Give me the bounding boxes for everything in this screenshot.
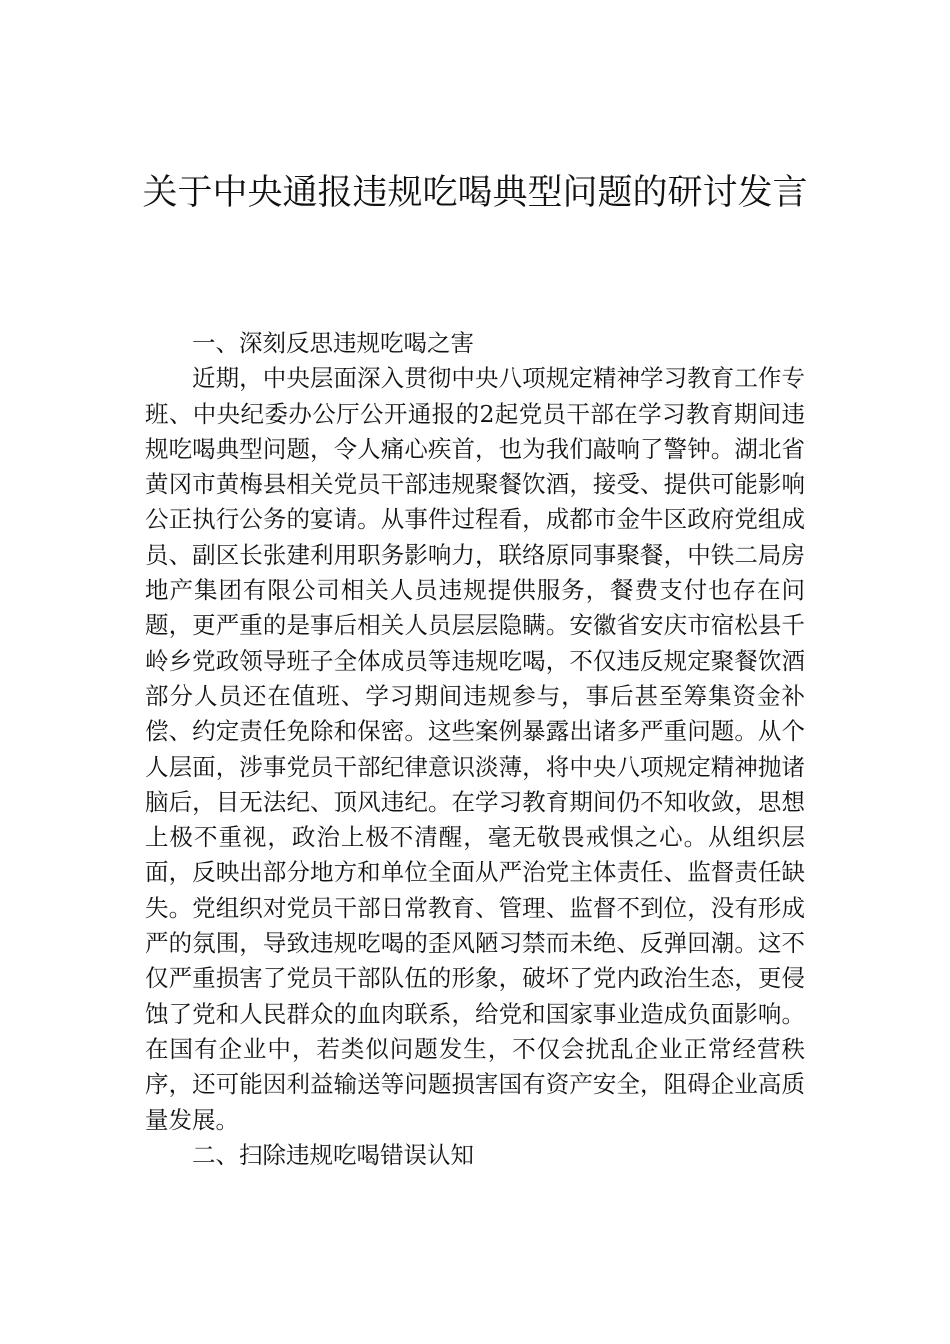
document-body [145,326,805,1173]
section-paragraph-1: 近期，中央层面深入贯彻中央八项规定精神学习教育工作专班、中央纪委办公厅公开通报的2起党员干部在学习教育期间违规吃喝典型问题，令人痛心疾首，也为我们敲响了警钟。湖北省黄冈市黄梅县相关党员干部违规聚餐饮酒，接受、提供可能影响公正执行公务的宴请。从事件过程看，成都市金牛区政府党组成员、副区长张建利用职务影响力，联络原同事聚餐，中铁二局房地产集团有限公司相关人员违规提供服务，餐费支付也存在问题，更严重的是事后相关人员层层隐瞒。安徽省安庆市宿松县千岭乡党政领导班子全体成员等违规吃喝，不仅违反规定聚餐饮酒部分人员还在值班、学习期间违规参与，事后甚至筹集资金补偿、约定责任免除和保密。这些案例暴露出诸多严重问题。从个人层面，涉事党员干部纪律意识淡薄，将中央八项规定精神抛诸脑后，目无法纪、顶风违纪。在学习教育期间仍不知收敛，思想上极不重视，政治上极不清醒，毫无敬畏戒惧之心。从组织层面，反映出部分地方和单位全面从严治党主体责任、监督责任缺失。党组织对党员干部日常教育、管理、监督不到位，没有形成严的氛围，导致违规吃喝的歪风陋习禁而未绝、反弹回潮。这不仅严重损害了党员干部队伍的形象，破坏了党内政治生态，更侵蚀了党和人民群众的血肉联系，给党和国家事业造成负面影响。在国有企业中，若类似问题发生，不仅会扰乱企业正常经营秩序，还可能因利益输送等问题损害国有资产安全，阻碍企业高质量发展。 [145,364,805,1134]
section-heading-1: 一、深刻反思违规吃喝之害 [192,329,474,357]
section-heading-2: 二、扫除违规吃喝错误认知 [192,1140,474,1169]
document-title: 关于中央通报违规吃喝典型问题的研讨发言 [142,173,808,213]
